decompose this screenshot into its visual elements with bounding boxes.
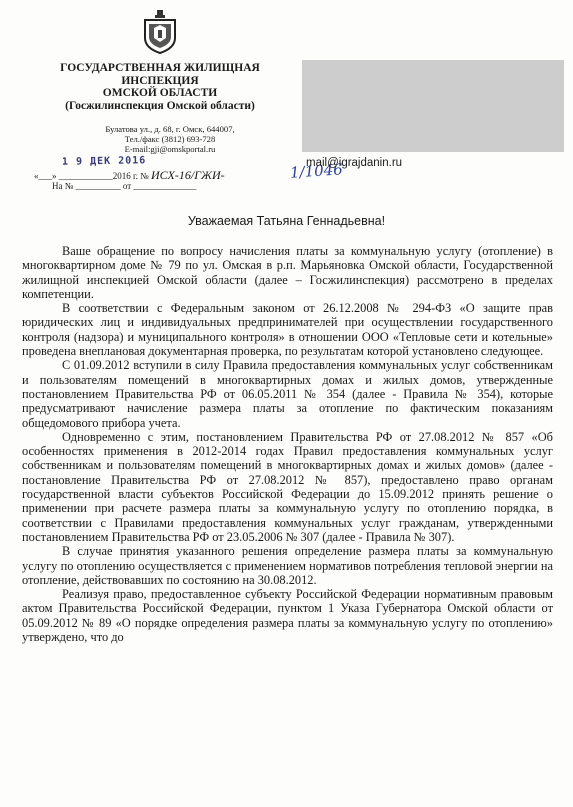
paragraph: В случае принятия указанного решения определение размера платы за коммунальную услугу по отоплению осуществляется с применением нормативов потребления тепловой энергии на отопление, действовавших по состоянию на 30.08.2012. bbox=[22, 544, 553, 587]
paragraph: С 01.09.2012 вступили в силу Правила предоставления коммунальных услуг собственникам и пользователям помещений в многоквартирных домах и жилых домов, утвержденные постановлением Правительства РФ от 06.05.2011 № 354 (далее - Правила № 354), которые предусматривают начисление размера платы за отопление по фактическим показаниям общедомового прибора учета. bbox=[22, 358, 553, 430]
org-line-2: ИНСПЕКЦИЯ bbox=[121, 74, 199, 87]
reference-number: ИСХ-16/ГЖИ- bbox=[151, 168, 225, 182]
org-line-1: ГОСУДАРСТВЕННАЯ ЖИЛИЩНАЯ bbox=[60, 62, 260, 74]
phone: Тел./факс (3812) 693-728 bbox=[124, 134, 216, 144]
paragraph: Реализуя право, предоставленное субъекту Российской Федерации нормативным правовым актом Правительства Российской Федерации, пунктом 1 Указа Губернатора Омской области от 05.09.2012 № 89 «О порядке определения размера платы за коммунальную услугу по отоплению» утверждено, что до bbox=[22, 587, 553, 645]
organization-name bbox=[40, 62, 280, 112]
organization-contacts bbox=[60, 124, 280, 154]
paragraph: Ваше обращение по вопросу начисления платы за коммунальную услугу (отопление) в многоквартирном доме № 79 по ул. Омская в р.п. Марьяновка Омской области, Государственной жилищной инспекцией Омской области (далее – Госжилинспекция) рассмотрено в пределах компетенции. bbox=[22, 244, 553, 301]
letter-body bbox=[22, 244, 553, 644]
handwritten-number: 1/1046 bbox=[289, 160, 344, 182]
org-line-3: ОМСКОЙ ОБЛАСТИ bbox=[102, 87, 218, 99]
coat-of-arms-icon bbox=[142, 10, 178, 54]
incoming-reference: На № __________ от ______________ bbox=[52, 181, 197, 191]
paragraph: Одновременно с этим, постановлением Правительства РФ от 27.08.2012 № 857 «Об особенностях применения в 2012-2014 годах Правил предоставления коммунальных услуг собственникам и пользователям помещений в многоквартирных домах и жилых домов» (далее - постановление Правительства РФ от 27.08.2012 № 857), предоставлено право органам государственной власти субъектов Российской Федерации до 15.09.2012 принять решение о применении при расчете размера платы за коммунальную услугу по отоплению порядка, в соответствии с Правилами предоставления коммунальных услуг гражданам, утвержденными постановлением Правительства РФ от 23.05.2006 № 307 (далее - Правила № 307). bbox=[22, 429, 553, 544]
address: Булатова ул., д. 68, г. Омск, 644007, bbox=[105, 124, 235, 134]
reference-date-blank: «___» ____________2016 г. № bbox=[34, 171, 149, 181]
redacted-recipient-block bbox=[302, 60, 564, 152]
org-line-4: (Госжилинспекция Омской области) bbox=[65, 99, 255, 112]
greeting: Уважаемая Татьяна Геннадьевна! bbox=[187, 214, 386, 228]
registration-date-stamp: 1 9 ДЕК 2016 bbox=[61, 155, 147, 168]
paragraph: В соответствии с Федеральным законом от 26.12.2008 № 294-ФЗ «О защите прав юридических лиц и индивидуальных предпринимателей при осуществлении государственного контроля (надзора) и муниципального контроля» в отношении ООО «Тепловые сети и котельные» проведена внеплановая документарная проверка, по результатам которой установлено следующее. bbox=[22, 301, 553, 359]
org-email: E-mail:gji@omskportal.ru bbox=[124, 144, 216, 154]
recipient-email: mail@igrajdanin.ru bbox=[306, 157, 403, 169]
